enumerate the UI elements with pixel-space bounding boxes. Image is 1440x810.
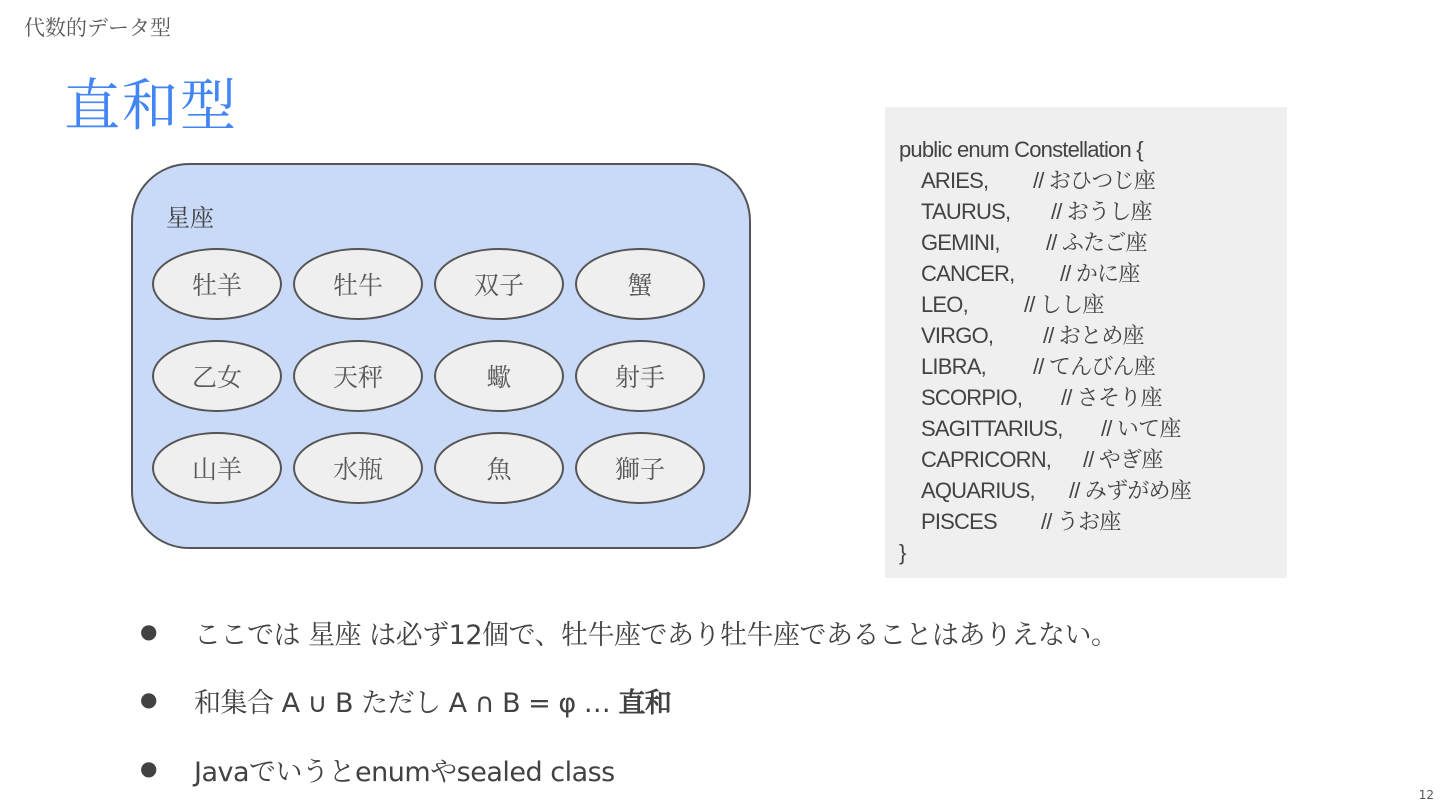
code-entry [921, 475, 1191, 506]
enum-constant: VIRGO, [921, 323, 994, 348]
constellation-oval: 水瓶 [293, 432, 423, 504]
enum-constant: GEMINI, [921, 230, 1000, 255]
code-header: public enum Constellation { [899, 137, 1143, 162]
code-comment: // うお座 [1041, 509, 1121, 534]
code-entry [921, 227, 1147, 258]
enum-constant: ARIES, [921, 168, 989, 193]
constellation-oval: 蟹 [575, 248, 705, 320]
bullet-text: ここでは 星座 は必ず12個で、牡牛座であり牡牛座であることはありえない。 [194, 620, 1118, 651]
set-label: 星座 [166, 204, 214, 232]
section-label: 代数的データ型 [24, 16, 171, 40]
code-entry [921, 289, 1104, 320]
code-entry [921, 196, 1152, 227]
constellation-oval: 獅子 [575, 432, 705, 504]
bullet-plain-text: 和集合 A ∪ B ただし A ∩ B = φ … [194, 688, 619, 719]
enum-constant: TAURUS, [921, 199, 1011, 224]
code-comment: // おひつじ座 [1033, 168, 1155, 193]
code-comment: // おうし座 [1051, 199, 1152, 224]
page-number: 12 [1418, 788, 1434, 802]
constellation-oval: 魚 [434, 432, 564, 504]
code-footer: } [899, 540, 906, 565]
code-entry [921, 165, 1155, 196]
bullet-marker: ● [140, 687, 158, 711]
slide-title: 直和型 [64, 74, 238, 139]
code-comment: // しし座 [1024, 292, 1104, 317]
code-entry [921, 320, 1144, 351]
constellation-oval: 射手 [575, 340, 705, 412]
constellation-oval: 乙女 [152, 340, 282, 412]
constellation-oval: 山羊 [152, 432, 282, 504]
code-comment: // ふたご座 [1046, 230, 1147, 255]
bullet-text: Javaでいうとenumやsealed class [194, 757, 615, 788]
bullet-marker: ● [140, 756, 158, 780]
code-entry [921, 258, 1140, 289]
enum-constant: AQUARIUS, [921, 478, 1035, 503]
enum-constant: LIBRA, [921, 354, 986, 379]
constellation-oval: 牡牛 [293, 248, 423, 320]
enum-constant: LEO, [921, 292, 968, 317]
bullet-text [194, 681, 671, 720]
enum-constant: PISCES [921, 509, 997, 534]
code-comment: // さそり座 [1061, 385, 1162, 410]
code-comment: // おとめ座 [1043, 323, 1144, 348]
code-comment: // やぎ座 [1083, 447, 1163, 472]
code-entry [921, 382, 1162, 413]
code-entry [921, 351, 1155, 382]
constellation-oval: 双子 [434, 248, 564, 320]
enum-constant: SCORPIO, [921, 385, 1023, 410]
bullet-marker: ● [140, 619, 158, 643]
code-comment: // てんびん座 [1033, 354, 1155, 379]
constellation-oval: 蠍 [434, 340, 564, 412]
code-comment: // みずがめ座 [1069, 478, 1191, 503]
code-block [885, 107, 1287, 578]
constellation-set [131, 163, 751, 549]
bullet-bold-text: 直和 [618, 688, 672, 719]
code-entry [921, 506, 1121, 537]
code-entry [921, 413, 1181, 444]
enum-constant: CANCER, [921, 261, 1015, 286]
constellation-oval: 天秤 [293, 340, 423, 412]
enum-constant: SAGITTARIUS, [921, 416, 1063, 441]
code-comment: // いて座 [1101, 416, 1181, 441]
enum-constant: CAPRICORN, [921, 447, 1052, 472]
constellation-oval: 牡羊 [152, 248, 282, 320]
code-entry [921, 444, 1163, 475]
code-comment: // かに座 [1060, 261, 1140, 286]
